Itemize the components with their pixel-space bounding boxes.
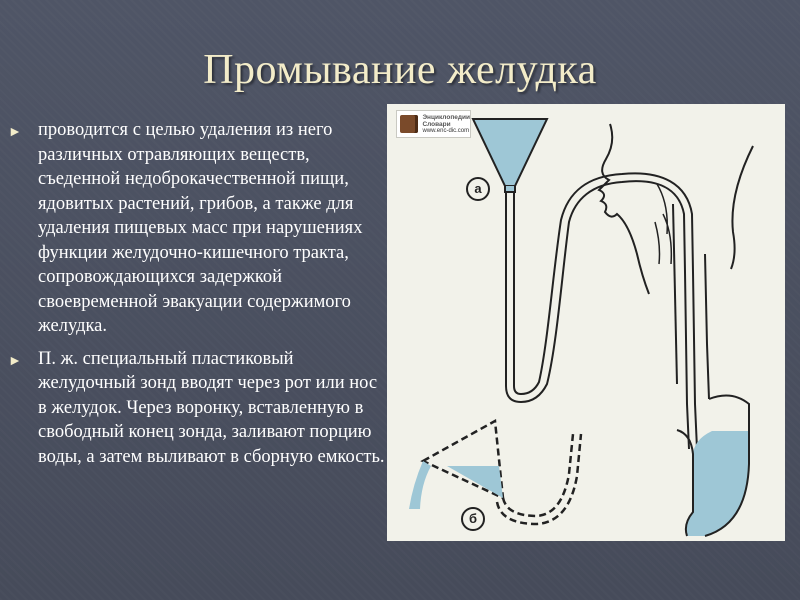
pouring-water-icon [409, 461, 431, 509]
logo-line-3: www.enc-dic.com [422, 127, 470, 134]
label-a: а [466, 177, 490, 201]
esophagus-right [705, 254, 709, 399]
bullet-list [8, 118, 390, 477]
bullet-arrow-icon: ► [8, 125, 22, 140]
page-title: Промывание желудка [203, 47, 597, 93]
bullet-text: проводится с целью удаления из него различных отравляющих веществ, съеденной недоброкачественной пищи, ядовитых растений, грибов, а также для удаления пищевых масс при нарушениях функции желудочно-кишечного тракта, сопровождающихся задержкой своевременной эвакуации содержимого желудка. [38, 120, 363, 336]
funnel-neck [505, 186, 515, 192]
bullet-arrow-icon: ► [8, 353, 22, 369]
logo-line-1: Энциклопедии [422, 113, 470, 121]
back-of-head [731, 146, 753, 269]
funnel-upper-icon [473, 119, 547, 186]
tube-upper-inner [514, 173, 697, 449]
esophagus [673, 204, 677, 384]
bullet-text: П. ж. специальный пластиковый желудочный зонд вводят через рот или нос в желудок. Через воронку, вставленную в свободный конец зонда, заливают порцию воды, а затем выливают в сборную емкость. [38, 348, 385, 467]
label-b: б [461, 507, 485, 531]
stomach-water-icon [686, 431, 749, 536]
book-icon [400, 115, 418, 133]
tube-dashed [503, 434, 573, 516]
bullet-item [8, 347, 390, 470]
throat-detail [655, 184, 671, 264]
bullet-item [8, 118, 390, 339]
gastric-lavage-illustration [387, 104, 785, 541]
logo-text [422, 114, 470, 135]
logo-line-2: Словари [422, 120, 451, 128]
illustration-drawing [387, 104, 785, 541]
encyclopedia-logo [396, 110, 471, 138]
tube-upper [506, 181, 689, 449]
head-profile [599, 124, 649, 294]
